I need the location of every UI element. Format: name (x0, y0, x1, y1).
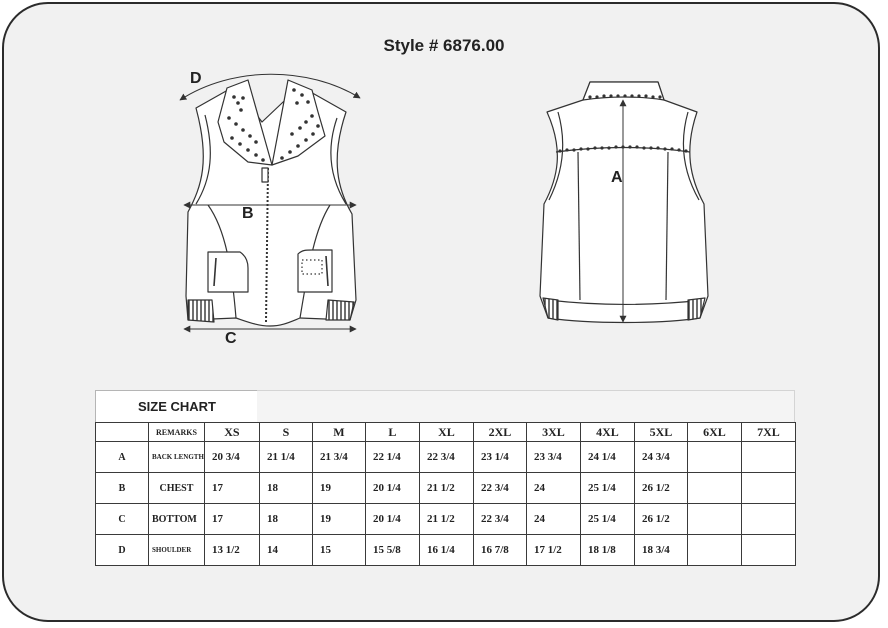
measurement-cell: 25 1/4 (580, 504, 634, 535)
measurement-cell: 17 (204, 473, 259, 504)
measurement-cell: 25 1/4 (580, 473, 634, 504)
size-header: 5XL (634, 423, 687, 442)
measurement-cell: 21 1/2 (419, 504, 473, 535)
measurement-cell: 20 3/4 (204, 442, 259, 473)
measurement-cell: 17 1/2 (526, 535, 580, 566)
back-vest-body (540, 82, 708, 323)
rib-panel-right (326, 300, 354, 320)
measurement-cell: 15 (312, 535, 365, 566)
back-rib-left (543, 298, 558, 320)
measurement-cell: 16 7/8 (473, 535, 526, 566)
label-a: A (611, 169, 623, 186)
label-c: C (225, 330, 237, 347)
measurement-cell (687, 442, 741, 473)
size-header: 6XL (687, 423, 741, 442)
blank-header-cell (96, 423, 149, 442)
measurement-cell: 19 (312, 504, 365, 535)
measurement-cell: 24 1/4 (580, 442, 634, 473)
size-header: 3XL (526, 423, 580, 442)
size-header: 4XL (580, 423, 634, 442)
table-row (96, 535, 796, 566)
measurement-cell: 16 1/4 (419, 535, 473, 566)
measurement-cell: 21 3/4 (312, 442, 365, 473)
back-vest-drawing (540, 82, 708, 323)
size-header: L (365, 423, 419, 442)
back-rib-right (688, 298, 705, 320)
size-header: XS (204, 423, 259, 442)
row-remark: SHOULDER (149, 535, 205, 566)
measurement-cell: 22 3/4 (473, 504, 526, 535)
shoulder-arrow-d (180, 74, 360, 100)
row-letter: D (96, 535, 149, 566)
measurement-cell (687, 504, 741, 535)
measurement-cell: 18 3/4 (634, 535, 687, 566)
measurement-cell (741, 473, 795, 504)
size-header: 2XL (473, 423, 526, 442)
row-letter: B (96, 473, 149, 504)
measurement-cell: 18 1/8 (580, 535, 634, 566)
measurement-cell: 17 (204, 504, 259, 535)
size-chart-table (95, 422, 796, 566)
measurement-cell (741, 504, 795, 535)
measurement-cell: 22 1/4 (365, 442, 419, 473)
measurement-cell: 15 5/8 (365, 535, 419, 566)
measurement-cell: 19 (312, 473, 365, 504)
measurement-cell: 24 3/4 (634, 442, 687, 473)
remarks-header: REMARKS (149, 423, 205, 442)
size-header: M (312, 423, 365, 442)
measurement-cell: 26 1/2 (634, 473, 687, 504)
measurement-cell: 21 1/2 (419, 473, 473, 504)
label-d: D (190, 70, 202, 87)
rib-panel-left (188, 300, 214, 322)
row-remark: BOTTOM (149, 504, 205, 535)
row-letter: C (96, 504, 149, 535)
size-chart-title: SIZE CHART (95, 390, 258, 423)
measurement-cell: 24 (526, 504, 580, 535)
size-header: 7XL (741, 423, 795, 442)
measurement-cell: 20 1/4 (365, 504, 419, 535)
table-row (96, 473, 796, 504)
measurement-cell: 21 1/4 (259, 442, 312, 473)
measurement-cell: 23 1/4 (473, 442, 526, 473)
measurement-cell: 26 1/2 (634, 504, 687, 535)
label-b: B (242, 205, 254, 222)
measurement-cell: 18 (259, 504, 312, 535)
size-chart-title-strip (257, 390, 795, 422)
measurement-cell (741, 535, 795, 566)
table-row (96, 442, 796, 473)
row-letter: A (96, 442, 149, 473)
row-remark: BACK LENGTH (149, 442, 205, 473)
measurement-cell: 22 3/4 (473, 473, 526, 504)
measurement-cell: 14 (259, 535, 312, 566)
size-header: XL (419, 423, 473, 442)
table-row (96, 504, 796, 535)
row-remark: CHEST (149, 473, 205, 504)
front-vest-drawing (186, 80, 356, 326)
size-header-row (96, 423, 796, 442)
measurement-cell: 22 3/4 (419, 442, 473, 473)
measurement-cell: 23 3/4 (526, 442, 580, 473)
measurement-cell (687, 473, 741, 504)
measurement-cell (687, 535, 741, 566)
zipper-pull (262, 168, 268, 182)
measurement-cell (741, 442, 795, 473)
measurement-cell: 20 1/4 (365, 473, 419, 504)
measurement-cell: 24 (526, 473, 580, 504)
measurement-cell: 18 (259, 473, 312, 504)
measurement-cell: 13 1/2 (204, 535, 259, 566)
style-title: Style # 6876.00 (383, 36, 505, 55)
size-header: S (259, 423, 312, 442)
